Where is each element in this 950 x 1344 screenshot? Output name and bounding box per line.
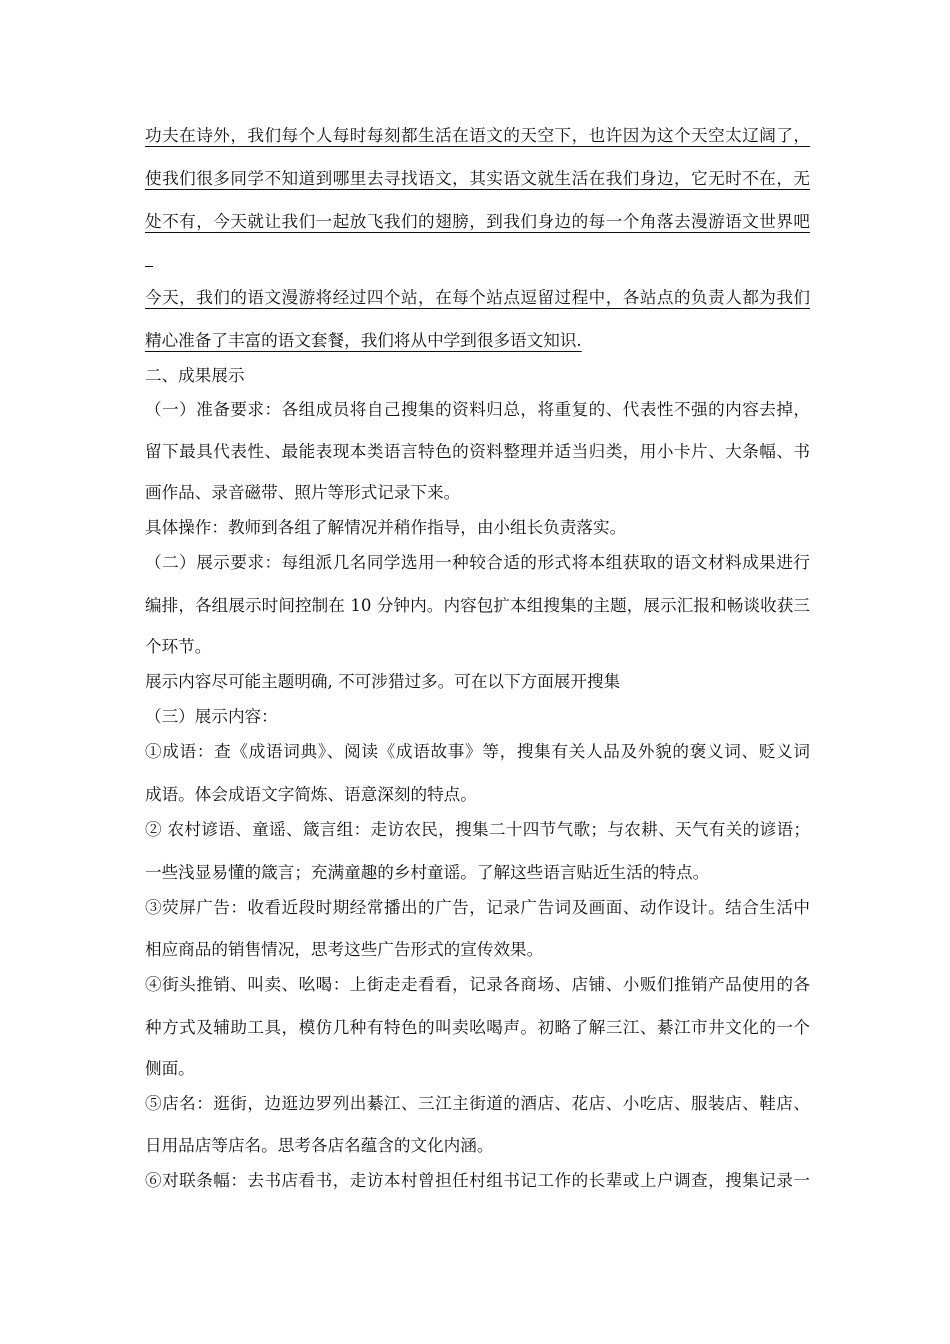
- item-3-line-1: ③荧屏广告：收看近段时期经常播出的广告，记录广告词及画面、动作设计。结合生活中: [145, 898, 810, 917]
- item-3-line-2: 相应商品的销售情况，思考这些广告形式的宣传效果。: [145, 940, 544, 959]
- part2-line-1: （二）展示要求：每组派几名同学选用一种较合适的形式将本组获取的语文材料成果进行: [145, 553, 810, 572]
- underline-dash: [145, 266, 153, 267]
- part1-line-1: （一）准备要求：各组成员将自己搜集的资料归总，将重复的、代表性不强的内容去掉，: [145, 400, 810, 419]
- part2-line-2: 编排，各组展示时间控制在 10 分钟内。内容包扩本组搜集的主题，展示汇报和畅谈收获三: [145, 596, 810, 615]
- part1-line-2: 留下最具代表性、最能表现本类语言特色的资料整理并适当归类，用小卡片、大条幅、书: [145, 442, 810, 461]
- part2-line-4: 展示内容尽可能主题明确, 不可涉猎过多。可在以下方面展开搜集: [145, 672, 621, 691]
- section-title: 二、成果展示: [145, 366, 245, 385]
- intro-line-3: 处不有，今天就让我们一起放飞我们的翅膀，到我们身边的每一个角落去漫游语文世界吧: [145, 212, 810, 231]
- part2-line-3: 个环节。: [145, 637, 212, 656]
- item-2-line-1: ② 农村谚语、童谣、箴言组：走访农民，搜集二十四节气歌；与农耕、天气有关的谚语；: [145, 820, 810, 839]
- intro-line-4: 今天，我们的语文漫游将经过四个站，在每个站点逗留过程中，各站点的负责人都为我们: [145, 288, 810, 307]
- item-4-line-2: 种方式及辅助工具，模仿几种有特色的叫卖吆喝声。初略了解三江、綦江市井文化的一个: [145, 1018, 810, 1037]
- part1-line-3: 画作品、录音磁带、照片等形式记录下来。: [145, 483, 461, 502]
- item-6-line-1: ⑥对联条幅：去书店看书，走访本村曾担任村组书记工作的长辈或上户调查，搜集记录一: [145, 1171, 810, 1190]
- part1-line-4: 具体操作：教师到各组了解情况并稍作指导，由小组长负责落实。: [145, 518, 627, 537]
- item-2-line-2: 一些浅显易懂的箴言；充满童趣的乡村童谣。了解这些语言贴近生活的特点。: [145, 863, 710, 882]
- item-4-line-3: 侧面。: [145, 1059, 195, 1078]
- item-5-line-2: 日用品店等店名。思考各店名蕴含的文化内涵。: [145, 1136, 494, 1155]
- intro-line-2: 使我们很多同学不知道到哪里去寻找语文，其实语文就生活在我们身边，它无时不在，无: [145, 169, 810, 188]
- item-1-line-2: 成语。体会成语文字简炼、语意深刻的特点。: [145, 785, 477, 804]
- item-1-line-1: ①成语：查《成语词典》、阅读《成语故事》等，搜集有关人品及外貌的褒义词、贬义词: [145, 742, 810, 761]
- intro-line-5: 精心准备了丰富的语文套餐，我们将从中学到很多语文知识.: [145, 331, 582, 350]
- part2-subtitle: （三）展示内容：: [145, 707, 278, 726]
- item-4-line-1: ④街头推销、叫卖、吆喝：上街走走看看，记录各商场、店铺、小贩们推销产品使用的各: [145, 975, 810, 994]
- item-5-line-1: ⑤店名：逛街，边逛边罗列出綦江、三江主街道的酒店、花店、小吃店、服装店、鞋店、: [145, 1094, 810, 1113]
- intro-line-1: 功夫在诗外，我们每个人每时每刻都生活在语文的天空下，也许因为这个天空太辽阔了，: [145, 126, 810, 145]
